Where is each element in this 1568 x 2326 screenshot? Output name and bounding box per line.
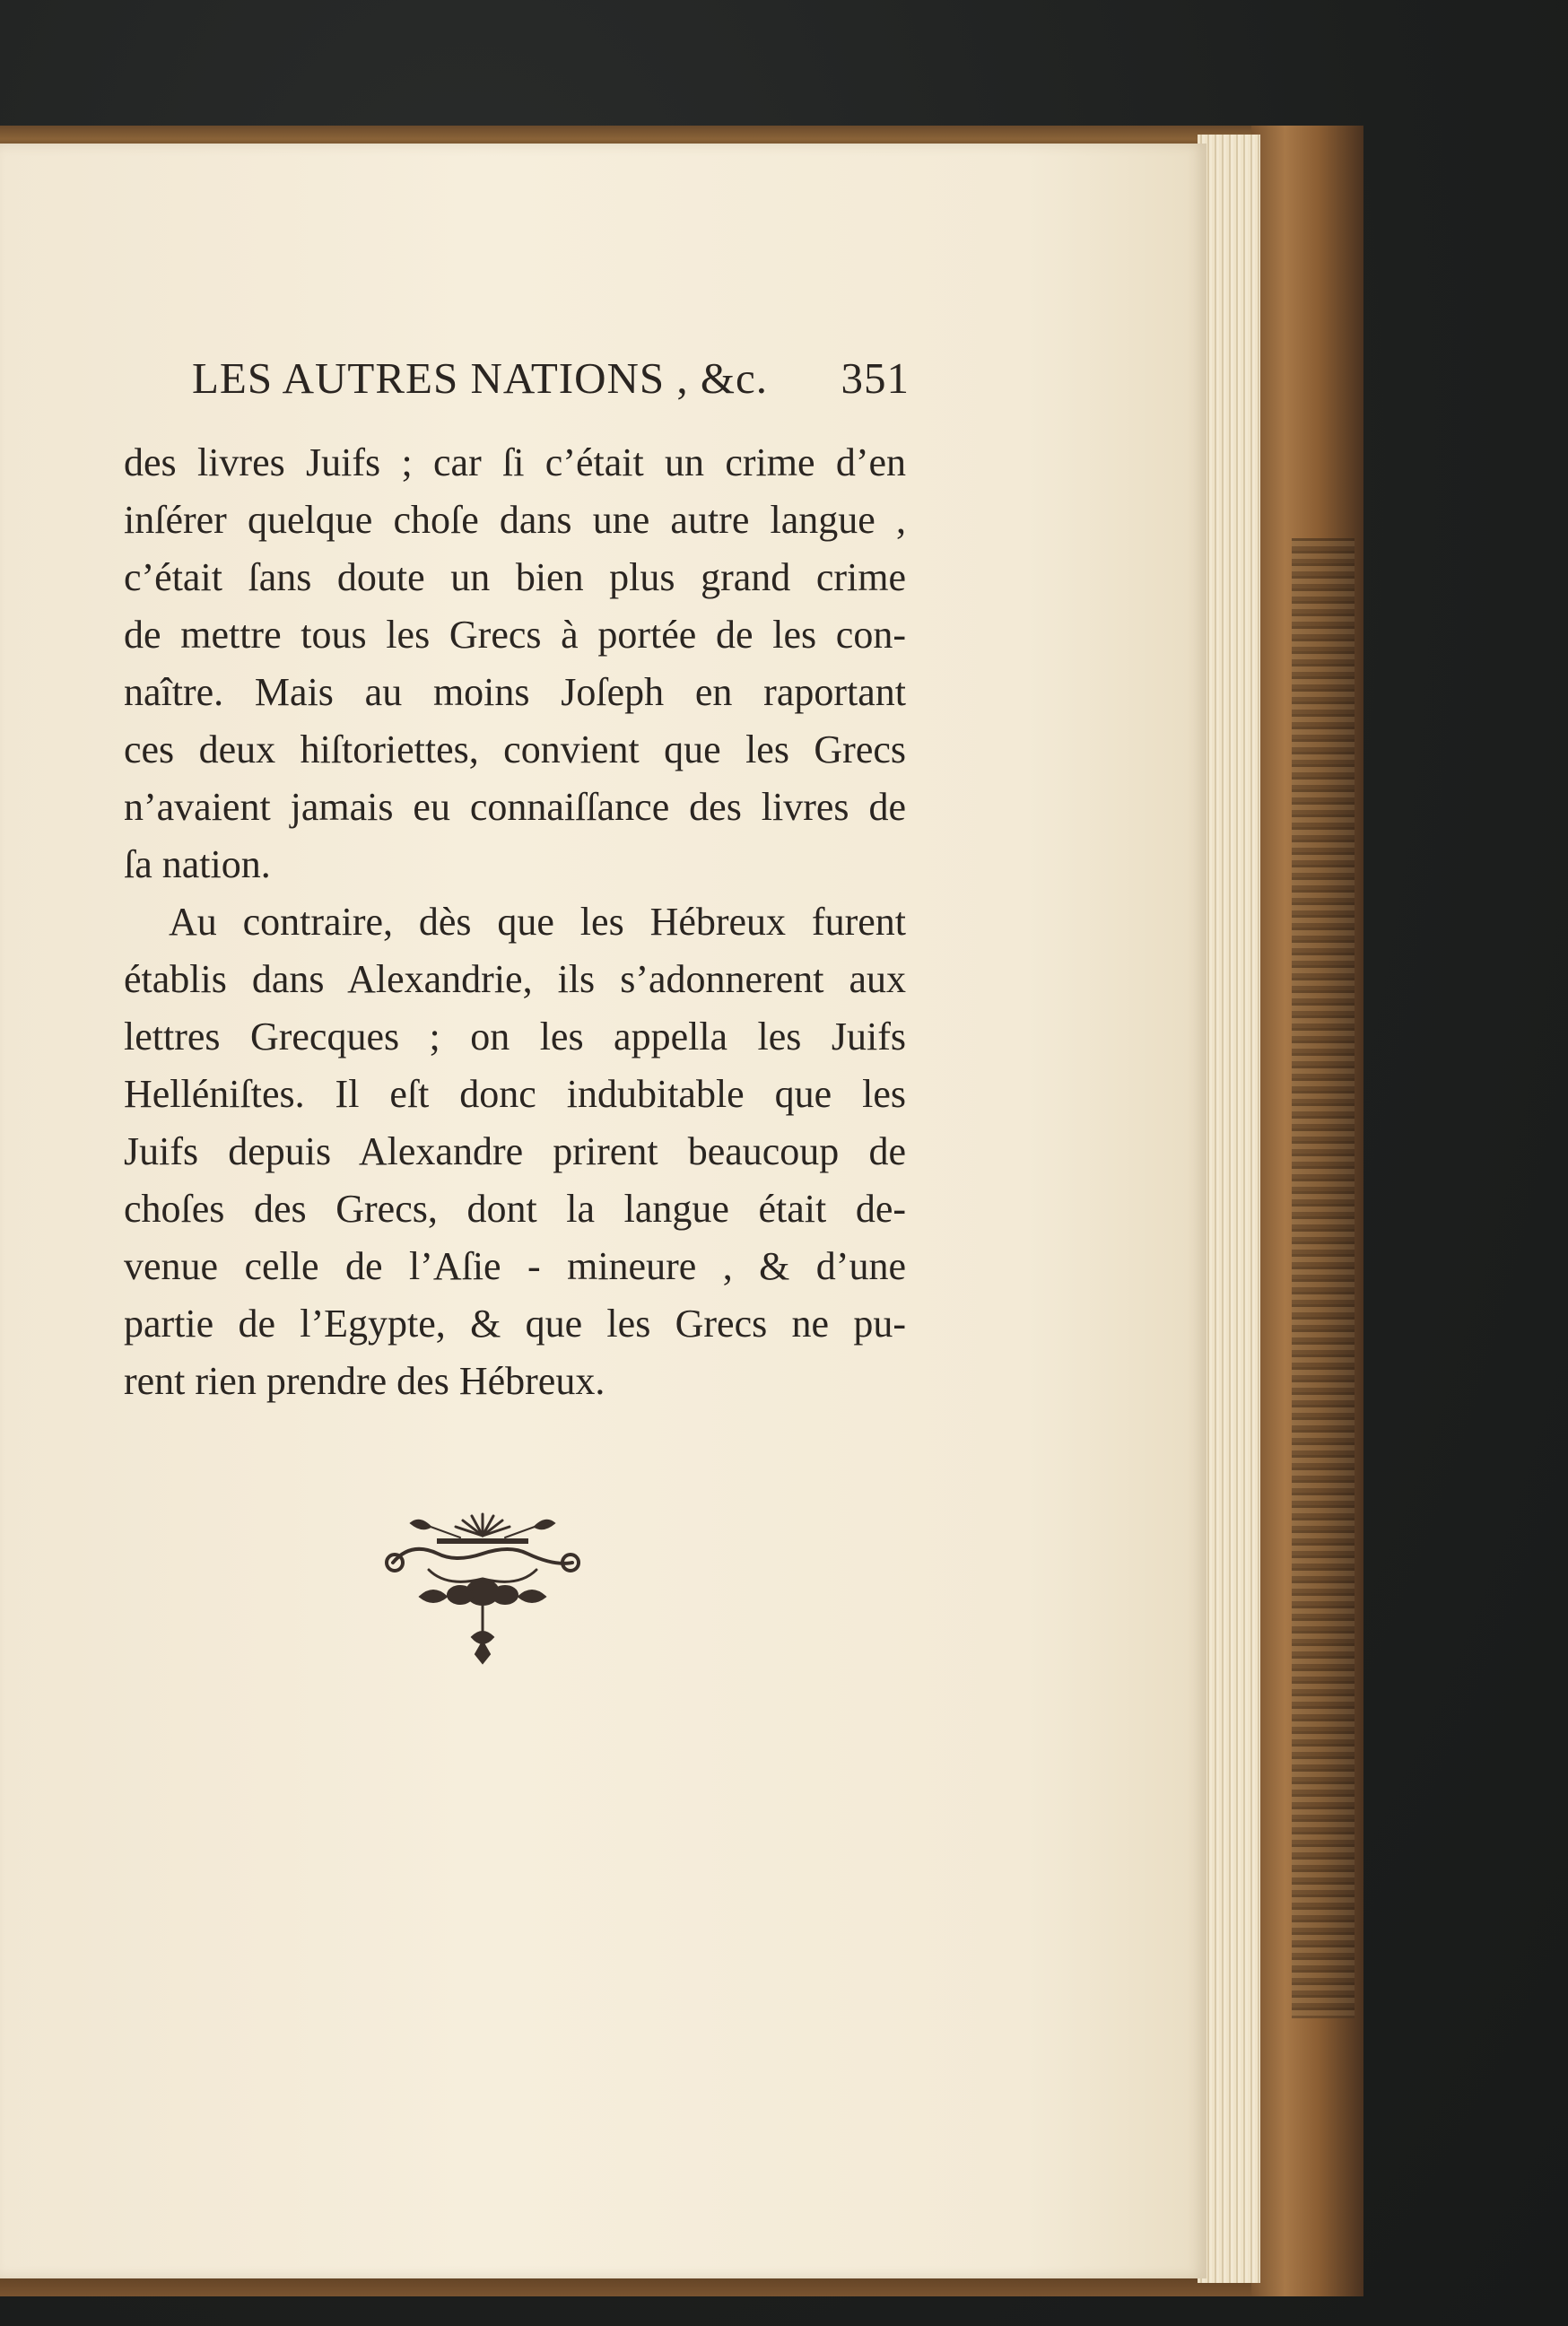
page-edges (1198, 135, 1260, 2283)
text-line: ces deux hiſtoriettes, convient que les Grecs (124, 727, 906, 771)
text-line: de mettre tous les Grecs à portée de les con- (124, 613, 906, 657)
text-line: partie de l’Egypte, & que les Grecs ne pu- (124, 1302, 906, 1346)
text-line: c’était ſans doute un bien plus grand crime (124, 555, 906, 599)
cover-leather-texture (1292, 538, 1355, 2018)
text-line: lettres Grecques ; on les appella les Juifs (124, 1015, 906, 1058)
text-line: Juifs depuis Alexandre prirent beaucoup de (124, 1129, 906, 1173)
text-line: des livres Juifs ; car ſi c’était un crime d’en (124, 440, 906, 484)
fleuron-ornament-icon (375, 1507, 590, 1668)
text-line: ſa nation. (124, 842, 271, 886)
text-line: naître. Mais au moins Joſeph en raportant (124, 670, 906, 714)
text-line: Helléniſtes. Il eſt donc indubitable que les (124, 1072, 906, 1116)
text-line: n’avaient jamais eu connaiſſance des livres de (124, 785, 906, 829)
running-head-title: LES AUTRES NATIONS , &c. (192, 353, 768, 403)
running-head (192, 353, 910, 415)
text-line: choſes des Grecs, dont la langue était de- (124, 1187, 906, 1231)
text-line: venue celle de l’Aſie - mineure , & d’une (124, 1244, 906, 1288)
page-number: 351 (841, 353, 910, 403)
text-line: inſérer quelque choſe dans une autre langue , (124, 498, 906, 542)
text-line: rent rien prendre des Hébreux. (124, 1359, 605, 1403)
text-line: Au contraire, dès que les Hébreux furent (169, 900, 906, 944)
text-line: établis dans Alexandrie, ils s’adonnerent aux (124, 957, 906, 1001)
